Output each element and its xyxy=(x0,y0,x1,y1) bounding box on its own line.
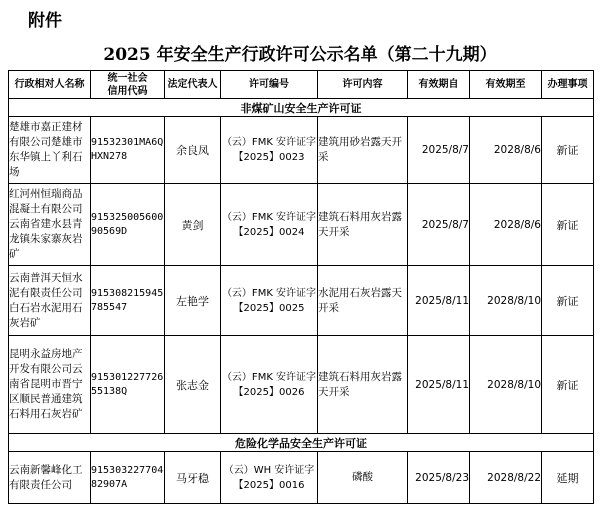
license-no-cell: （云）FMK 安许证字【2025】0023 xyxy=(221,117,318,184)
valid-from-cell: 2025/8/11 xyxy=(408,336,470,434)
action-cell: 延期 xyxy=(542,452,594,504)
valid-from-cell: 2025/8/7 xyxy=(408,184,470,266)
action-cell: 新证 xyxy=(542,266,594,336)
valid-to-cell: 2028/8/10 xyxy=(470,266,542,336)
license-no-cell: （云）FMK 安许证字【2025】0026 xyxy=(221,336,318,434)
header-action: 办理事项 xyxy=(542,71,594,99)
valid-to-cell: 2028/8/22 xyxy=(470,452,542,504)
table-row xyxy=(9,184,594,266)
action-cell: 新证 xyxy=(542,184,594,266)
valid-from-cell: 2025/8/11 xyxy=(408,266,470,336)
legal-rep-cell: 黄剑 xyxy=(165,184,221,266)
table-row xyxy=(9,117,594,184)
valid-to-cell: 2028/8/6 xyxy=(470,117,542,184)
section-row xyxy=(9,99,594,117)
entity-cell: 云南新馨峰化工有限责任公司 xyxy=(9,452,91,504)
entity-cell: 红河州恒瑞商品混凝土有限公司云南省建水县青龙镇朱家寨灰岩矿 xyxy=(9,184,91,266)
action-cell: 新证 xyxy=(542,117,594,184)
content-cell: 磷酸 xyxy=(318,452,408,504)
legal-rep-cell: 马牙稳 xyxy=(165,452,221,504)
content-cell: 水泥用石灰岩露天开采 xyxy=(318,266,408,336)
legal-rep-cell: 余良凤 xyxy=(165,117,221,184)
attachment-label: 附件 xyxy=(28,11,62,31)
credit-code-cell: 915308215945785547 xyxy=(91,266,165,336)
document-title: 2025 年安全生产行政许可公示名单（第二十九期） xyxy=(103,45,497,65)
section-title: 非煤矿山安全生产许可证 xyxy=(9,99,594,117)
header-valid-from: 有效期自 xyxy=(408,71,470,99)
table-header-row xyxy=(9,71,594,99)
action-cell: 新证 xyxy=(542,336,594,434)
credit-code-cell: 91532500560090569D xyxy=(91,184,165,266)
valid-to-cell: 2028/8/6 xyxy=(470,184,542,266)
table-row xyxy=(9,266,594,336)
credit-code-cell: 91530322770482907A xyxy=(91,452,165,504)
header-credit-code-line2: 信用代码 xyxy=(107,85,148,97)
valid-to-cell: 2028/8/10 xyxy=(470,336,542,434)
entity-cell: 昆明永益房地产开发有限公司云南省昆明市晋宁区顺民普通建筑石料用石灰岩矿 xyxy=(9,336,91,434)
table-row xyxy=(9,336,594,434)
credit-code-cell: 91530122772655138Q xyxy=(91,336,165,434)
section-row xyxy=(9,434,594,452)
header-credit-code xyxy=(91,71,165,99)
license-table xyxy=(8,70,594,504)
header-legal-rep: 法定代表人 xyxy=(165,71,221,99)
content-cell: 建筑石料用灰岩露天开采 xyxy=(318,336,408,434)
table-row xyxy=(9,452,594,504)
license-no-cell: （云）FMK 安许证字【2025】0024 xyxy=(221,184,318,266)
header-license-no: 许可编号 xyxy=(221,71,318,99)
legal-rep-cell: 张志金 xyxy=(165,336,221,434)
header-valid-to: 有效期至 xyxy=(470,71,542,99)
credit-code-cell: 91532301MA6QHXN278 xyxy=(91,117,165,184)
license-no-cell: （云）WH 安许证字【2025】0016 xyxy=(221,452,318,504)
license-no-cell: （云）FMK 安许证字【2025】0025 xyxy=(221,266,318,336)
header-credit-code-line1: 统一社会 xyxy=(107,72,148,84)
entity-cell: 云南普洱天恒水泥有限责任公司白石岩水泥用石灰岩矿 xyxy=(9,266,91,336)
section-title: 危险化学品安全生产许可证 xyxy=(9,434,594,452)
content-cell: 建筑用砂岩露天开采 xyxy=(318,117,408,184)
header-content: 许可内容 xyxy=(318,71,408,99)
content-cell: 建筑石料用灰岩露天开采 xyxy=(318,184,408,266)
valid-from-cell: 2025/8/23 xyxy=(408,452,470,504)
header-entity: 行政相对人名称 xyxy=(9,71,91,99)
legal-rep-cell: 左艳学 xyxy=(165,266,221,336)
entity-cell: 楚雄市嘉正建材有限公司楚雄市东华镇上丫利石场 xyxy=(9,117,91,184)
valid-from-cell: 2025/8/7 xyxy=(408,117,470,184)
